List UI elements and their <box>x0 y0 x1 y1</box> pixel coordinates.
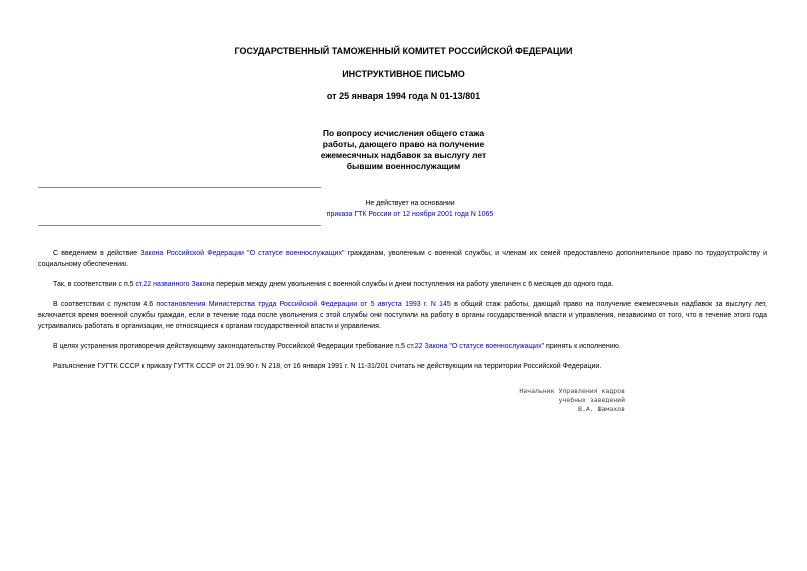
status-notice <box>300 198 520 220</box>
signature-line: В.А. Шамахов <box>578 405 625 413</box>
paragraph-4 <box>38 341 767 352</box>
signature-line: учебных заведений <box>558 396 625 404</box>
paragraph-text: В целях устранения противоречия действующему законодательству Российской Федерации требование п.5 <box>53 343 407 350</box>
paragraph-3 <box>38 299 767 332</box>
paragraph-text: Так, в соответствии с п.5 <box>53 281 136 288</box>
law-link[interactable]: Закона Российской Федерации "О статусе военнослужащих" <box>140 250 345 257</box>
paragraph-text: В соответствии с пунктом 4.6 <box>53 301 157 308</box>
paragraph-text: С введением в действие <box>53 250 141 257</box>
law-link[interactable]: названного Закона <box>153 281 215 288</box>
law-link[interactable]: Закона "О статусе военнослужащих" <box>424 343 545 350</box>
subject-line: работы, дающего право на получение <box>322 139 485 149</box>
resolution-link[interactable]: постановления Министерства труда Российской Федерации от 5 августа 1993 г. N 145 <box>156 301 451 308</box>
signature-block <box>460 387 625 414</box>
organization-title: ГОСУДАРСТВЕННЫЙ ТАМОЖЕННЫЙ КОМИТЕТ РОССИЙСКОЙ ФЕДЕРАЦИИ <box>234 46 573 56</box>
paragraph-5 <box>38 361 767 372</box>
paragraph-2 <box>38 279 767 290</box>
paragraph-text: в общий стаж работы, дающий право на получение ежемесячных надбавок за выслугу лет, включается время военной службы граждан, если в течение года после увольнения с этой службы они поступили на работу в органы государственной власти и управления, независимо от того, что в течение этого года устраивались работать в организации, не относящиеся к органам государственной власти и управления. <box>38 301 767 330</box>
article-link[interactable]: ст.22 <box>135 281 152 288</box>
paragraph-text: гражданам, уволенным с военной службы, и членам их семей предоставлено дополнительное право по трудоустройству и социальному обеспечению. <box>38 250 767 268</box>
status-notice-link[interactable]: приказа ГТК России от 12 ноября 2001 года N 1065 <box>326 211 494 218</box>
document-subject <box>0 128 807 172</box>
subject-line: По вопросу исчисления общего стажа <box>322 128 485 138</box>
subject-line: ежемесячных надбавок за выслугу лет <box>320 150 487 160</box>
article-link[interactable]: ст.22 <box>406 343 423 350</box>
paragraph-1 <box>38 248 767 270</box>
divider-bottom <box>38 225 321 226</box>
subject-line: бывшим военнослужащим <box>346 161 461 171</box>
divider-top <box>38 187 321 188</box>
paragraph-text: принять к исполнению. <box>544 343 621 350</box>
paragraph-text: перерыв между днем увольнения с военной службы и днем поступления на работу увеличен с 6 месяцев до одного года. <box>214 281 614 288</box>
signature-line: Начальник Управления кадров <box>519 387 625 395</box>
document-type: ИНСТРУКТИВНОЕ ПИСЬМО <box>342 69 465 79</box>
status-notice-text: Не действует на основании <box>365 200 455 207</box>
document-date: от 25 января 1994 года N 01-13/801 <box>326 91 481 101</box>
paragraph-text: Разъяснение ГУГТК СССР к приказу ГУГТК СССР от 21.09.90 г. N 218, от 16 января 1991 г. N 11-31/201 считать не действующим на территории Российской Федерации. <box>53 363 602 370</box>
